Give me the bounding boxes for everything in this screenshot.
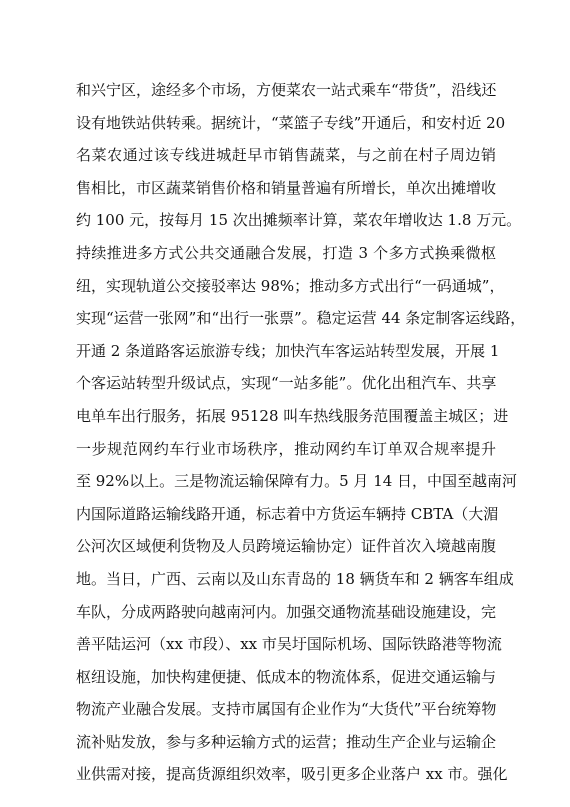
text-line: 枢纽设施，加快构建便捷、低成本的物流体系，促进交通运输与 (76, 667, 497, 686)
text-line: 善平陆运河（xx 市段）、xx 市吴圩国际机场、国际铁路港等物流 (76, 635, 502, 654)
text-line: 地。当日，广西、云南以及山东青岛的 18 辆货车和 2 辆客车组成 (76, 569, 514, 588)
text-line: 实现“运营一张网”和“出行一张票”。稳定运营 44 条定制客运线路， (76, 309, 526, 328)
text-line: 车队，分成两路驶向越南河内。加强交通物流基础设施建设，完 (76, 602, 497, 621)
text-line: 内国际道路运输线路开通，标志着中方货运车辆持 CBTA（大湄 (76, 504, 499, 523)
text-line: 业供需对接，提高货源组织效率，吸引更多企业落户 xx 市。强化 (76, 765, 508, 784)
text-line: 公河次区域便利货物及人员跨境运输协定）证件首次入境越南腹 (76, 537, 497, 556)
text-line: 电单车出行服务，拓展 95128 叫车热线服务范围覆盖主城区；进 (76, 406, 509, 425)
text-line: 设有地铁站供转乘。据统计，“菜篮子专线”开通后，和安村近 20 (76, 113, 506, 132)
text-line: 流补贴发放，参与多种运输方式的运营；推动生产企业与运输企 (76, 732, 497, 751)
text-line: 持续推进多方式公共交通融合发展，打造 3 个多方式换乘微枢 (76, 243, 496, 262)
text-line: 和兴宁区，途经多个市场，方便菜农一站式乘车“带货”，沿线还 (76, 81, 497, 99)
body-text (76, 74, 526, 791)
text-line: 名菜农通过该专线进城赶早市销售蔬菜，与之前在村子周边销 (76, 146, 496, 165)
text-line: 售相比，市区蔬菜销售价格和销量普遍有所增长，单次出摊增收 (76, 178, 497, 197)
text-line: 物流产业融合发展。支持市属国有企业作为“大货代”平台统筹物 (76, 700, 497, 719)
text-line: 约 100 元，按每月 15 次出摊频率计算，菜农年增收达 1.8 万元。 (76, 211, 522, 230)
text-line: 个客运站转型升级试点，实现“一站多能”。优化出租汽车、共享 (76, 374, 497, 393)
text-line: 至 92%以上。三是物流运输保障有力。5 月 14 日，中国至越南河 (76, 472, 518, 491)
text-line: 开通 2 条道路客运旅游专线；加快汽车客运站转型发展，开展 1 (76, 341, 500, 360)
text-line: 纽，实现轨道公交接驳率达 98%；推动多方式出行“一码通城”， (76, 276, 505, 295)
text-line: 一步规范网约车行业市场秩序，推动网约车订单双合规率提升 (76, 439, 496, 458)
